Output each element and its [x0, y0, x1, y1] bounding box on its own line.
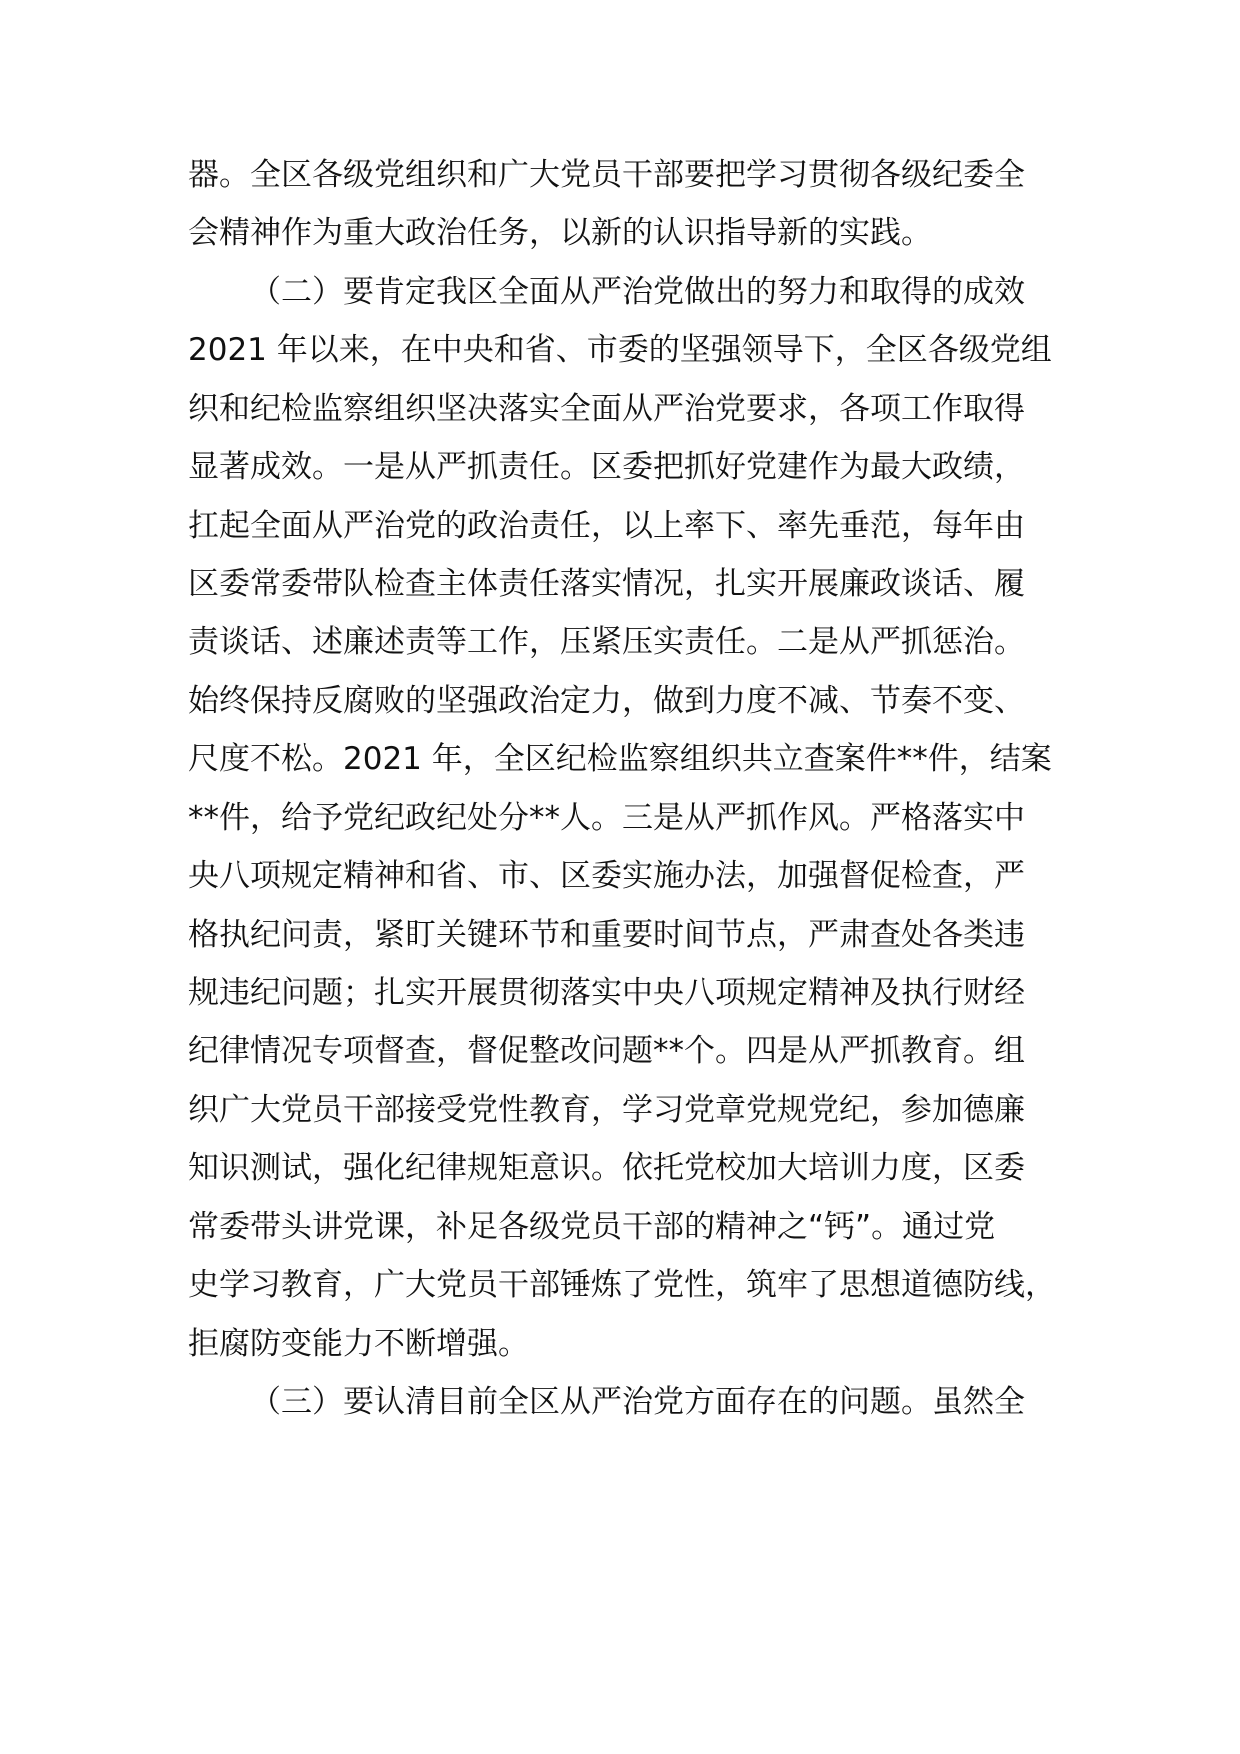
- text-line-14: 格执纪问责，紧盯关键环节和重要时间节点，严肃查处各类违: [188, 917, 1025, 953]
- text-line-10: 始终保持反腐败的坚强政治定力，做到力度不减、节奏不变、: [188, 683, 1025, 719]
- text-line-15: 规违纪问题；扎实开展贯彻落实中央八项规定精神及执行财经: [188, 975, 1025, 1011]
- text-line-16: 纪律情况专项督查，督促整改问题**个。四是从严抓教育。组: [188, 1033, 1025, 1069]
- section-heading-2: （二）要肯定我区全面从严治党做出的努力和取得的成效: [250, 274, 1025, 310]
- text-line-18: 知识测试，强化纪律规矩意识。依托党校加大培训力度，区委: [188, 1150, 1025, 1186]
- text-line-5: 织和纪检监察组织坚决落实全面从严治党要求，各项工作取得: [188, 391, 1025, 427]
- text-line-20: 史学习教育，广大党员干部锤炼了党性，筑牢了思想道德防线，: [188, 1267, 1056, 1303]
- section-heading-3: （三）要认清目前全区从严治党方面存在的问题。虽然全: [250, 1384, 1025, 1420]
- text-line-2: 会精神作为重大政治任务，以新的认识指导新的实践。: [188, 215, 932, 251]
- text-line-4: 2021 年以来，在中央和省、市委的坚强领导下，全区各级党组: [188, 332, 1052, 368]
- text-line-11: 尺度不松。2021 年，全区纪检监察组织共立查案件**件，结案: [188, 741, 1052, 777]
- text-line-1: 器。全区各级党组织和广大党员干部要把学习贯彻各级纪委全: [188, 157, 1025, 193]
- text-line-9: 责谈话、述廉述责等工作，压紧压实责任。二是从严抓惩治。: [188, 624, 1025, 660]
- text-line-8: 区委常委带队检查主体责任落实情况，扎实开展廉政谈话、履: [188, 566, 1025, 602]
- text-line-7: 扛起全面从严治党的政治责任，以上率下、率先垂范，每年由: [188, 508, 1025, 544]
- text-line-13: 央八项规定精神和省、市、区委实施办法，加强督促检查，严: [188, 858, 1025, 894]
- text-line-6: 显著成效。一是从严抓责任。区委把抓好党建作为最大政绩，: [188, 449, 1025, 485]
- text-line-17: 织广大党员干部接受党性教育，学习党章党规党纪，参加德廉: [188, 1092, 1025, 1128]
- text-line-19: 常委带头讲党课，补足各级党员干部的精神之“钙”。通过党: [188, 1209, 996, 1245]
- text-line-21: 拒腐防变能力不断增强。: [188, 1326, 529, 1362]
- text-line-12: **件，给予党纪政纪处分**人。三是从严抓作风。严格落实中: [188, 800, 1025, 836]
